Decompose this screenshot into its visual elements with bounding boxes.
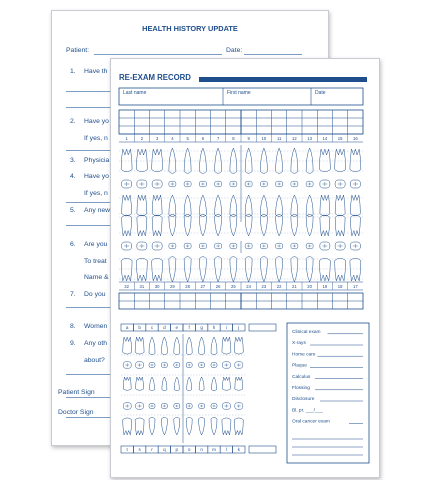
answer-line[interactable] xyxy=(66,225,112,226)
date-label: Date xyxy=(315,90,326,96)
primary-tooth-letter: r xyxy=(151,447,153,453)
question-text: Physicia xyxy=(84,157,110,164)
lower-tooth-number: 26 xyxy=(215,284,221,289)
question-text: Name & xyxy=(84,274,109,281)
lower-tooth-number: 25 xyxy=(231,284,236,289)
doctor-signature-label: Doctor Sign xyxy=(58,409,94,416)
primary-lower-row xyxy=(121,446,276,453)
lower-tooth-number: 21 xyxy=(292,284,297,289)
primary-tooth-letter: d xyxy=(163,325,166,331)
lower-tooth-number: 31 xyxy=(139,284,145,289)
checklist-item: X-rays xyxy=(292,341,306,347)
patient-signature-label: Patient Sign xyxy=(58,389,95,396)
primary-tooth-letter: m xyxy=(212,447,216,453)
primary-upper-row xyxy=(121,324,276,331)
first-name-label: First name xyxy=(227,90,251,96)
question-number: 5. xyxy=(70,207,76,214)
lower-tooth-number: 20 xyxy=(307,284,312,289)
upper-tooth-number: 2 xyxy=(140,136,144,141)
checklist-item: Flossing xyxy=(292,386,310,391)
upper-tooth-number: 6 xyxy=(201,136,205,141)
reexam-title: RE-EXAM RECORD xyxy=(119,73,191,82)
patient-label: Patient: xyxy=(66,47,90,54)
checklist-item: Calculus xyxy=(292,374,311,380)
upper-tooth-number: 15 xyxy=(337,136,343,141)
question-number: 2. xyxy=(70,118,76,125)
primary-tooth-letter: k xyxy=(237,447,240,453)
checklist-item: Home care xyxy=(292,352,316,358)
answer-line[interactable] xyxy=(66,397,112,398)
primary-tooth-letter: q xyxy=(163,447,166,453)
question-number: 4. xyxy=(70,173,76,180)
primary-tooth-letter: t xyxy=(126,447,128,453)
answer-line[interactable] xyxy=(66,417,112,418)
answer-line[interactable] xyxy=(66,202,112,203)
checklist-item: Clinical exam xyxy=(292,330,321,335)
checklist-item: Bl. pr. ___/___ xyxy=(292,408,323,414)
lower-grid xyxy=(119,293,363,309)
question-text: Any oth xyxy=(84,340,108,347)
upper-tooth-number: 13 xyxy=(307,136,312,141)
answer-line[interactable] xyxy=(66,374,112,375)
primary-teeth-diagram xyxy=(121,334,245,443)
question-text: Women xyxy=(84,323,108,330)
primary-tooth-letter: h xyxy=(212,325,216,331)
tooth-chart xyxy=(111,59,379,477)
health-history-title: HEALTH HISTORY UPDATE xyxy=(142,24,238,33)
primary-tooth-letter: o xyxy=(187,447,191,453)
upper-teeth-diagram xyxy=(119,145,363,222)
primary-tooth-letter: c xyxy=(150,325,154,331)
question-number: 3. xyxy=(70,157,76,164)
primary-tooth-letter: g xyxy=(200,325,203,331)
upper-tooth-number: 8 xyxy=(232,136,235,141)
upper-tooth-number: 7 xyxy=(216,136,220,141)
question-number: 8. xyxy=(70,323,76,330)
patient-field[interactable] xyxy=(94,54,222,55)
upper-tooth-number: 11 xyxy=(276,136,282,141)
back-date-field[interactable] xyxy=(244,54,302,55)
answer-line[interactable] xyxy=(66,307,112,308)
checklist xyxy=(292,329,363,455)
upper-grid xyxy=(119,110,363,134)
upper-tooth-numbers xyxy=(119,134,363,142)
lower-tooth-number: 23 xyxy=(261,284,267,289)
primary-tooth-letter: f xyxy=(188,325,190,331)
primary-tooth-letter: n xyxy=(200,447,203,453)
question-text: If yes, n xyxy=(84,190,108,197)
upper-tooth-number: 16 xyxy=(353,136,358,141)
question-number: 6. xyxy=(70,241,76,248)
lower-tooth-number: 29 xyxy=(170,284,175,289)
lower-tooth-numbers xyxy=(119,282,363,290)
question-text: Any new xyxy=(84,207,111,214)
lower-teeth-diagram xyxy=(119,215,363,282)
question-number: 7. xyxy=(70,291,76,298)
primary-tooth-letter: a xyxy=(125,325,129,331)
upper-tooth-number: 5 xyxy=(186,136,189,141)
upper-tooth-number: 3 xyxy=(155,136,159,141)
upper-tooth-number: 14 xyxy=(322,136,328,141)
question-text: Are you xyxy=(84,241,108,248)
answer-line[interactable] xyxy=(66,150,112,151)
lower-tooth-number: 18 xyxy=(337,284,343,289)
lower-tooth-number: 30 xyxy=(154,284,160,289)
question-text: Do you xyxy=(84,291,106,298)
primary-tooth-letter: i xyxy=(225,325,227,331)
primary-tooth-letter: s xyxy=(138,447,141,453)
upper-tooth-number: 10 xyxy=(261,136,267,141)
lower-tooth-number: 22 xyxy=(276,284,282,289)
upper-tooth-number: 9 xyxy=(247,136,250,141)
question-text: To treat xyxy=(84,258,107,265)
primary-tooth-letter: p xyxy=(175,447,179,453)
upper-tooth-number: 4 xyxy=(171,136,174,141)
question-number: 9. xyxy=(70,340,76,347)
answer-line[interactable] xyxy=(66,91,112,92)
checklist-item: Plaque xyxy=(292,363,307,369)
question-text: If yes, n xyxy=(84,135,108,142)
lower-tooth-number: 19 xyxy=(322,284,328,289)
question-text: Have th xyxy=(84,68,108,75)
back-date-label: Date: xyxy=(226,47,243,54)
reexam-record-sheet xyxy=(110,58,380,478)
primary-tooth-letter: e xyxy=(175,325,179,331)
lower-tooth-number: 32 xyxy=(124,284,129,289)
upper-tooth-number: 1 xyxy=(125,136,128,141)
primary-tooth-letter: b xyxy=(138,325,141,331)
checklist-item: Oral cancer exam xyxy=(292,419,330,425)
question-text: Have yo xyxy=(84,118,109,125)
lower-tooth-number: 28 xyxy=(185,284,190,289)
last-name-label: Last name xyxy=(123,90,147,96)
question-number: 1. xyxy=(70,68,76,75)
question-text: about? xyxy=(84,357,105,364)
primary-tooth-letter: l xyxy=(225,447,227,453)
question-text: Have yo xyxy=(84,173,109,180)
answer-line[interactable] xyxy=(66,107,112,108)
primary-tooth-letter: j xyxy=(238,325,240,331)
upper-tooth-number: 12 xyxy=(292,136,297,141)
checklist-item: Disclosure xyxy=(292,397,315,403)
lower-tooth-number: 17 xyxy=(353,284,358,289)
lower-tooth-number: 27 xyxy=(200,284,206,289)
lower-tooth-number: 24 xyxy=(246,284,251,289)
